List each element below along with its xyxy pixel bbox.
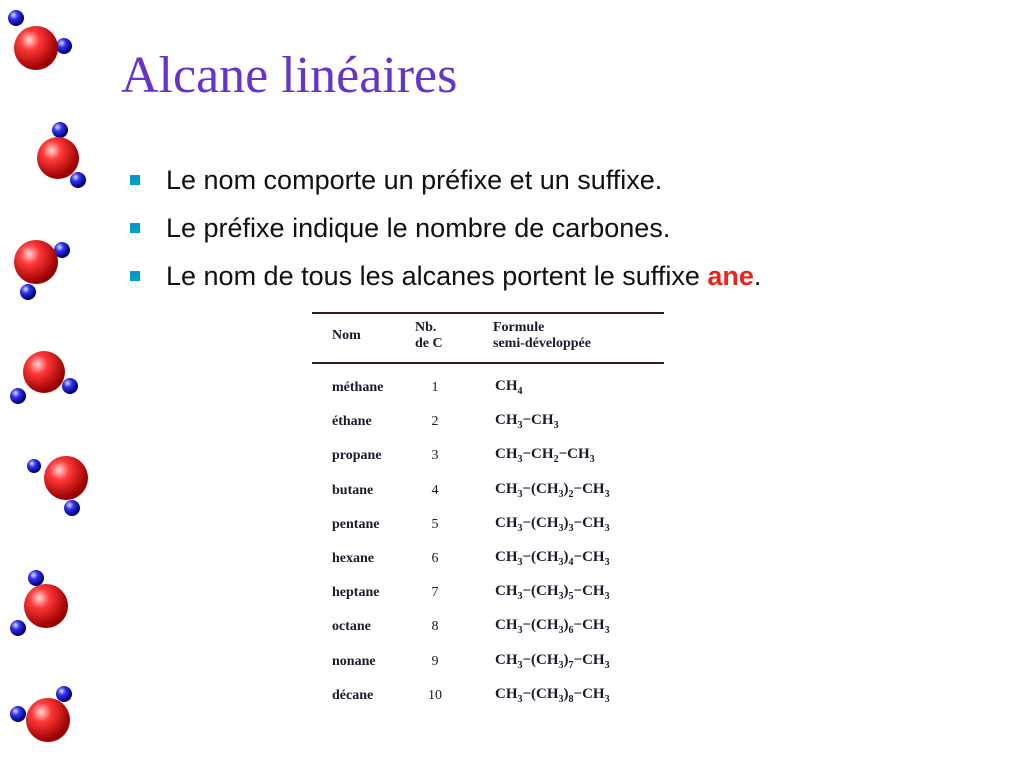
table-row — [312, 651, 664, 688]
molecule-icon — [27, 456, 88, 516]
alkane-name: heptane — [332, 585, 380, 601]
alkane-name: éthane — [332, 414, 372, 430]
molecule-icon — [10, 351, 78, 404]
bullet-item — [130, 256, 761, 304]
semi-developed-formula: $CH_3-CH_3$ — [495, 412, 559, 432]
header-count-line2: de C — [415, 336, 443, 351]
square-bullet-icon — [130, 271, 140, 281]
alkane-name: octane — [332, 619, 371, 635]
alkane-name: décane — [332, 687, 374, 703]
table-row — [312, 414, 664, 448]
alkane-name: pentane — [332, 516, 380, 532]
molecule-icon — [37, 122, 86, 188]
bullet-text: Le préfixe indique le nombre de carbones. — [166, 213, 671, 243]
table-row — [312, 619, 664, 653]
semi-developed-formula: $CH_3-(CH_3)_6-CH_3$ — [495, 617, 610, 637]
molecule-icon — [10, 570, 68, 636]
table-row — [312, 480, 664, 517]
semi-developed-formula: $CH_3-(CH_3)_8-CH_3$ — [495, 685, 610, 705]
bullet-list — [130, 160, 761, 304]
alkane-name: méthane — [332, 380, 384, 395]
table-header-rule — [312, 362, 664, 364]
suffix-highlight: ane — [707, 261, 754, 291]
carbon-count: 6 — [431, 551, 439, 566]
header-formula-line1: Formule — [493, 320, 545, 335]
semi-developed-formula: $CH_3-(CH_3)_4-CH_3$ — [495, 549, 610, 568]
carbon-count: 1 — [431, 380, 439, 395]
bullet-item — [130, 160, 761, 208]
alkane-name: butane — [332, 482, 374, 498]
table-row — [312, 448, 664, 482]
carbon-count: 7 — [431, 585, 439, 601]
bullet-item — [130, 208, 761, 256]
molecule-icon — [8, 10, 72, 70]
header-formula-line2: semi-développée — [493, 336, 591, 351]
semi-developed-formula: $CH_3-(CH_3)_5-CH_3$ — [495, 583, 610, 603]
table-top-rule — [312, 312, 664, 314]
semi-developed-formula: $CH_3-(CH_3)_2-CH_3$ — [495, 480, 610, 500]
alkane-name: propane — [332, 448, 382, 464]
header-name: Nom — [332, 328, 361, 343]
semi-developed-formula: $CH_4$ — [495, 378, 523, 397]
semi-developed-formula: $CH_3-(CH_3)_3-CH_3$ — [495, 514, 610, 534]
carbon-count: 8 — [431, 619, 439, 635]
bullet-end: . — [753, 261, 762, 291]
table-row — [312, 585, 664, 619]
carbon-count: 2 — [431, 414, 439, 430]
header-count-line1: Nb. — [415, 320, 437, 335]
square-bullet-icon — [130, 223, 140, 233]
slide-title: Alcane linéaires — [121, 47, 458, 104]
table-row — [312, 380, 664, 414]
carbon-count: 10 — [428, 687, 442, 703]
table-row — [312, 514, 664, 551]
carbon-count: 3 — [431, 448, 439, 464]
carbon-count: 9 — [431, 653, 439, 669]
bullet-text: Le nom comporte un préfixe et un suffixe. — [166, 165, 663, 195]
molecule-icon — [14, 240, 70, 300]
alkane-name: hexane — [332, 551, 374, 566]
carbon-count: 4 — [431, 482, 439, 498]
molecule-icon — [10, 686, 72, 742]
carbon-count: 5 — [431, 516, 439, 532]
alkane-name: nonane — [332, 653, 376, 669]
table-row — [312, 685, 664, 722]
semi-developed-formula: $CH_3-CH_2-CH_3$ — [495, 446, 595, 466]
bullet-text: Le nom de tous les alcanes portent le suffixe — [166, 261, 708, 291]
semi-developed-formula: $CH_3-(CH_3)_7-CH_3$ — [495, 651, 610, 671]
table-row — [312, 551, 664, 585]
square-bullet-icon — [130, 175, 140, 185]
alkane-table — [312, 312, 664, 712]
molecule-decoration — [0, 0, 110, 768]
